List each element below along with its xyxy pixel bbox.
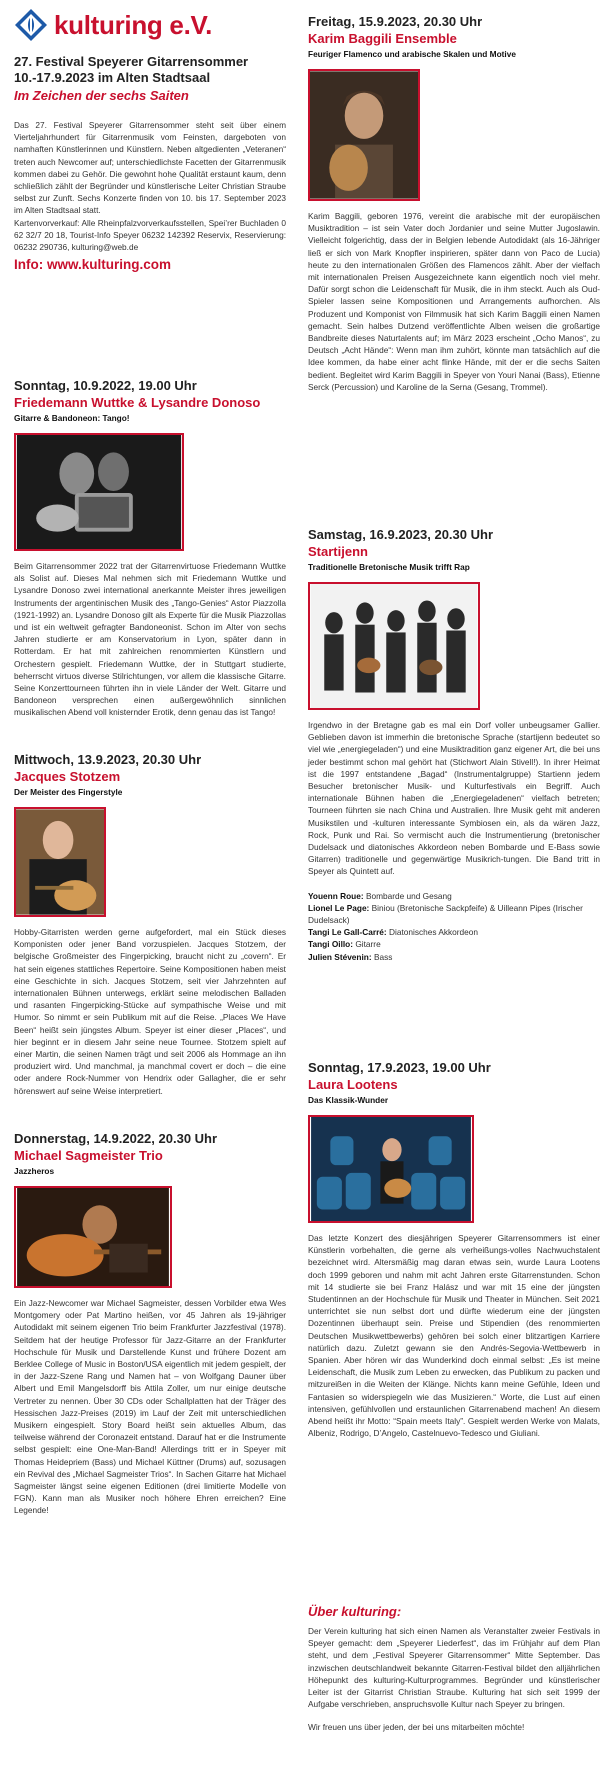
event-date: Freitag, 15.9.2023, 20.30 Uhr xyxy=(308,14,483,29)
musician-row xyxy=(308,926,600,938)
about-title: Über kulturing: xyxy=(308,1604,402,1619)
event-text: Das letzte Konzert des diesjährigen Speyerer Gitarrensommers ist einer Künstlerin vorbehalten, die gerne als verheißungs-volles Nachwuchstalent bezeichnet wird. Altersmäßig mag daran etwas sein, wurde Laura Lootens doch 1999 geboren und nahm mit acht Jahren erste Gitarrenstunden. Schon mit 14 studierte sie bei Franz Halász und war mit 15 eine der jüngsten Studentinnen an der Hochschule für Musik und Theater in München. Seit 2021 unterrichtet sie nun selbst dort und dürfte wiederum eine der jüngsten Dozentinnen überhaupt sein. Preise und Stipendien (des renommierten Deutschen Musikwettbewerbs) gehören bei solch einer blitzartigen Karriere natürlich dazu. Zuletzt gewann sie den Andrés-Segovia-Wettbewerb in Spanien. Aber hören wir das Wunderkind doch einmal selbst: „Es ist meine Leidenschaft, die Musik zum Leben zu erwecken, das Publikum zu packen und mitzureißen in die Weiten der Klänge. Nichts kann meine Gefühle, Ideen und Fantasien so widerspiegeln wie das Musizieren.“ Worte, die Lust auf einen intensiven, gefühlvollen und erstaunlichen Gitarrenabend machen! An diesem Abend heißt ihr Motto: “Spain meets Italy”. Gespielt werden Werke von Malats, Albeniz, Rodrigo, D’Angelo, Castelnuevo-Tedesco und Giuliani. xyxy=(308,1233,600,1439)
event-photo-startijenn xyxy=(308,582,480,710)
event-date: Donnerstag, 14.9.2022, 20.30 Uhr xyxy=(14,1131,218,1146)
musician-name: Tangi Le Gall-Carré: xyxy=(308,927,387,938)
event-tagline: Jazzheros xyxy=(14,1166,55,1176)
event-tagline: Das Klassik-Wunder xyxy=(308,1095,389,1105)
musician-name: Tangi Oillo: xyxy=(308,939,354,950)
event-date: Sonntag, 10.9.2022, 19.00 Uhr xyxy=(14,378,197,393)
musician-role: Diatonisches Akkordeon xyxy=(389,927,479,938)
event-baggili xyxy=(308,14,600,393)
musician-role: Bass xyxy=(373,951,393,962)
event-text: Beim Gitarrensommer 2022 trat der Gitarrenvirtuose Friedemann Wuttke als Solist auf. Dieses Mal nehmen sich mit Friedemann Wuttke und Lysandre Donoso zwei international anerkannte Meister ihres jeweiligen Instruments der argentinischen Musik des „Tango-Genies“ Astor Piazzolla (1921-1992) an. Lysandre Donoso gilt als Experte für die Musik Piazzollas und ist ein weltweit gefragter Bandoneonist. Schon im Alter von sechs Jahren studierte er am Konservatorium in Lyon, später dann in Rotterdam. Er hat mit zahlreichen renommierten Künstlern und Orchestern gespielt. Friedemann Wuttke, der in Stuttgart studierte, beherrscht virtuos diverse Stilrichtungen, vor allem die klassische Gitarre. Seine Konzerttourneen führten ihn in viele Länder der Welt. Gitarre und Bandoneon versprechen einen außergewöhnlich sinnlichen musikalischen Abend voll knisternder Erotik, denn genau das ist Tango! xyxy=(14,561,286,718)
left-column xyxy=(14,0,286,1516)
musician-name: Julien Stévenin: xyxy=(308,951,372,962)
festival-title xyxy=(14,54,286,86)
event-text: Irgendwo in der Bretagne gab es mal ein Dorf voller unbeugsamer Gallier. Geblieben davon ist immerhin die bretonische Sprache (startijenn bedeutet so viel wie „energiegeladen“) und eine Musiktradition ganz eigener Art, die bei uns jeder bestimmt schon mal gehört hat (Stichwort Alain Stivell!). In ihrer Heimat ist die 1997 entstandene „Bagad“ (Instrumentalgruppe) Startienn jedem Besucher bretonischer Musik- und Kulturfestivals ein Begriff. Auch internationale Bühnen haben die „Energiegeladenen“ vielfach betreten; Tourneen führten sie nach China und Australien. Ihre Musik geht mit anderen Musikstilen und -kulturen interessante Symbiosen ein, als da wären Jazz, Rock, Punk und Rai. So vermischt auch die Instrumentierung (bretonischer Dudelsack und diatonisches Akkordeon neben Bombarde und E-Bass sowie Gitarren) traditionelle und gegenwärtige Musikrich-tungen. Die Band tritt in Speyer als Quintett auf. xyxy=(308,720,600,877)
musician-row xyxy=(308,890,600,902)
info-link[interactable]: Info: www.kulturing.com xyxy=(14,257,171,273)
event-photo-stotzem xyxy=(14,807,106,917)
event-startijenn xyxy=(308,527,600,963)
event-name: Startijenn xyxy=(308,544,368,559)
musician-name: Lionel Le Page: xyxy=(308,902,370,913)
musician-role: Biniou (Bretonische Sackpfeife) & Uilleann Pipes (Irischer Dudelsack) xyxy=(308,902,583,926)
event-name: Friedemann Wuttke & Lysandre Donoso xyxy=(14,395,261,410)
event-name: Jacques Stotzem xyxy=(14,769,121,784)
event-photo-sagmeister xyxy=(14,1186,172,1288)
closing-line: Wir freuen uns über jeden, der bei uns mitarbeiten möchte! xyxy=(308,1722,525,1733)
logo-text: kulturing e.V. xyxy=(54,9,213,40)
event-date: Samstag, 16.9.2023, 20.30 Uhr xyxy=(308,527,494,542)
musician-role: Bombarde und Gesang xyxy=(365,890,452,901)
event-tagline: Gitarre & Bandoneon: Tango! xyxy=(14,413,130,423)
musician-row xyxy=(308,938,600,950)
musician-name: Youenn Roue: xyxy=(308,890,364,901)
event-wuttke xyxy=(14,378,286,719)
logo xyxy=(14,8,286,42)
event-text: Karim Baggili, geboren 1976, vereint die arabische mit der europäischen Musiktradition – ist sein Vater doch Jordanier und seine Mutter Jugoslawin. Vielleicht folgerichtig, dass der in Belgien lebende Autodidakt (als 16-Jähriger ließ er sich von Mark Knopfler inspirieren, später dann von Paco de Lucia) heute zu den internationalen Größen des Flamencos zählt. Aber der vielfach mit internationalen Preisen Ausgezeichnete kann eigentlich noch viel mehr. Dafür sorgt schon die Leidenschaft für Musik, die in ihm steckt. Auch als Oud-Spieler lassen seine Kompositionen und Arrangements aufhorchen. Als Produzent und Komponist von Filmmusik hat sich Karim Baggili einen Namen gemacht. Sein halbes Dutzend veröffentlichte Alben weisen die großartige Bandbreite dieses Naturtalents auf; im März 2023 erscheint „Ocho Manos“, zu Deutsch „Acht Hände“: Wenn man ihm zuhört, könnte man tatsächlich auf die Idee kommen, da habe einer acht flinke Hände, mit der er die sechs Saiten bedient. Begleitet wird Karim Baggili in Speyer von Youri Nanai (Bass), Etienne Serck (Percussion) und Karoline de la Serna (Gesang, Trommel). xyxy=(308,211,600,392)
event-name: Karim Baggili Ensemble xyxy=(308,31,457,46)
event-tagline: Der Meister des Fingerstyle xyxy=(14,787,123,797)
event-name: Michael Sagmeister Trio xyxy=(14,1148,163,1163)
musician-list xyxy=(308,890,600,963)
musician-role: Gitarre xyxy=(355,939,381,950)
event-photo-baggili xyxy=(308,69,420,201)
musician-row xyxy=(308,902,600,926)
event-sagmeister xyxy=(14,1131,286,1517)
event-photo-lootens xyxy=(308,1115,474,1223)
festival-intro: Das 27. Festival Speyerer Gitarrensommer steht seit über einem Vierteljahrhundert für Gitarrenmusik vom Feinsten, dargeboten von namhaften Künstlerinnen und Künstlern. Neben altgedienten „Veteranen“ treten auch Newcomer auf; unterschiedlichste Facetten der Gitarrenmusik kommen dabei zu Gehör. Die gewohnt hohe Qualität erstaunt kaum, denn schließlich zählt der Begründer und künstlerische Leiter Christian Straube selbst zur Zunft. Sechs Konzerte finden von 10. bis 17. September 2023 im Alten Stadtsaal statt. xyxy=(14,120,286,216)
festival-title-line: 27. Festival Speyerer Gitarrensommer xyxy=(14,54,249,69)
kulturing-logo-icon xyxy=(14,8,48,42)
event-date: Sonntag, 17.9.2023, 19.00 Uhr xyxy=(308,1060,491,1075)
event-tagline: Traditionelle Bretonische Musik trifft Rap xyxy=(308,562,470,572)
event-name: Laura Lootens xyxy=(308,1077,398,1092)
event-text: Ein Jazz-Newcomer war Michael Sagmeister, dessen Vorbilder etwa Wes Montgomery oder Pat Martino heißen, vor 45 Jahren als 19-jähriger Autodidakt mit seinem eigenen Trio beim Frankfurter Jazzfestival (1978). Seitdem hat der heutige Professor für Jazz-Gitarre an der Frankfurter Hochschule für Musik und Darstellende Kunst und frühere Dozent am Berklee College of Music in Boston/USA eigentlich mit jedem gespielt, der in der Jazz-Szene Rang und Namen hat – von Wolfgang Dauner über Albert und Emil Mangelsdorff bis Attila Zoller, um nur einige deutsche Vertreter zu nennen. Über 30 CDs oder Schallplatten hat der Träger des Hessischen Jazz-Preises (2019) im Lauf der Zeit mit unterschiedlichen Musikern eingespielt. Story Board heißt sein aktuelles Album, das teilweise während der Coronazeit entstand. Darauf hat er die Instrumente selbst gespielt: eine One-Man-Band! Allerdings tritt er in Speyer mit Thomas Heidepriem (Bass) und Michael Küttner (Drums) auf, sozusagen ein Revival des „Michael Sagmeister Trios“. In Sachen Gitarre hat Michael Sagmeister längst seine eigenen Editionen (drei limitierte Modelle von FGN). Kann man als Musiker noch höhere Ehren erreichen? Eine Legende! xyxy=(14,1298,286,1516)
about-section xyxy=(308,1604,600,1732)
festival-dates: 10.-17.9.2023 im Alten Stadtsaal xyxy=(14,70,211,85)
event-text: Hobby-Gitarristen werden gerne aufgefordert, mal ein Stück dieses Komponisten oder jener Band vorzuspielen. Jacques Stotzem, der belgische Großmeister des Fingerpicking, braucht nicht zu „covern“. Er hat sein eigenes stattliches Repertoire. Seine Kompositionen haben meist eine Geschichte in sich. Jacques Stotzem, seit vier Jahrzehnten auf internationalen Bühnen unterwegs, erklärt seine melodischen Balladen und rasanten Fingerpicking-Stücke auf sympathische Weise und mit Humor. So nimmt er sein Publikum mit auf die Reise. „Places We Have Been“ heißt sein jüngstes Album. Speyer ist einer dieser „Places“, und hier beginnt er in diesem Jahr seine neue Tournee. Stotzem spielt auf einer Martin, die seinen Namen trägt und seit 2006 als Hommage an ihn produziert wird. Und manchmal, ja manchmal covert er doch – die eine oder andere Rock-Nummer von Hendrix oder Gallagher, die er sehr hörenswert auf seine Weise interpretiert. xyxy=(14,927,286,1096)
musician-row xyxy=(308,951,600,963)
about-text: Der Verein kulturing hat sich einen Namen als Veranstalter zweier Festivals in Speyer gemacht: dem „Speyerer Liederfest“, das im Frühjahr auf dem Plan steht, und dem „Festival Speyerer Gitarrensommer“ Mitte September. Das inzwischen deutschlandweit bekannte Gitarren-Festival bildet den alljährlichen Höhepunkt des kulturing-Kulturprogrammes. Begründer und künstlerischer Leiter ist der Gitarrist Christian Straube. Kulturing hat sich seit 1999 der Aufgabe verschrieben, anspruchsvolle Kultur nach Speyer zu bringen. xyxy=(308,1626,600,1710)
presale-info: Kartenvorverkauf: Alle Rheinpfalzvorverkaufsstellen, Spei’rer Buchladen 0 62 32/7 20 18, Tourist-Info Speyer 06232 142392 Reservix, Reservierung: 06232 290736, kulturing@web.de xyxy=(14,217,286,253)
event-date: Mittwoch, 13.9.2023, 20.30 Uhr xyxy=(14,752,202,767)
event-stotzem xyxy=(14,752,286,1097)
event-photo-wuttke xyxy=(14,433,184,551)
festival-subtitle: Im Zeichen der sechs Saiten xyxy=(14,88,189,103)
event-lootens xyxy=(308,1060,600,1439)
event-tagline: Feuriger Flamenco und arabische Skalen und Motive xyxy=(308,49,516,59)
